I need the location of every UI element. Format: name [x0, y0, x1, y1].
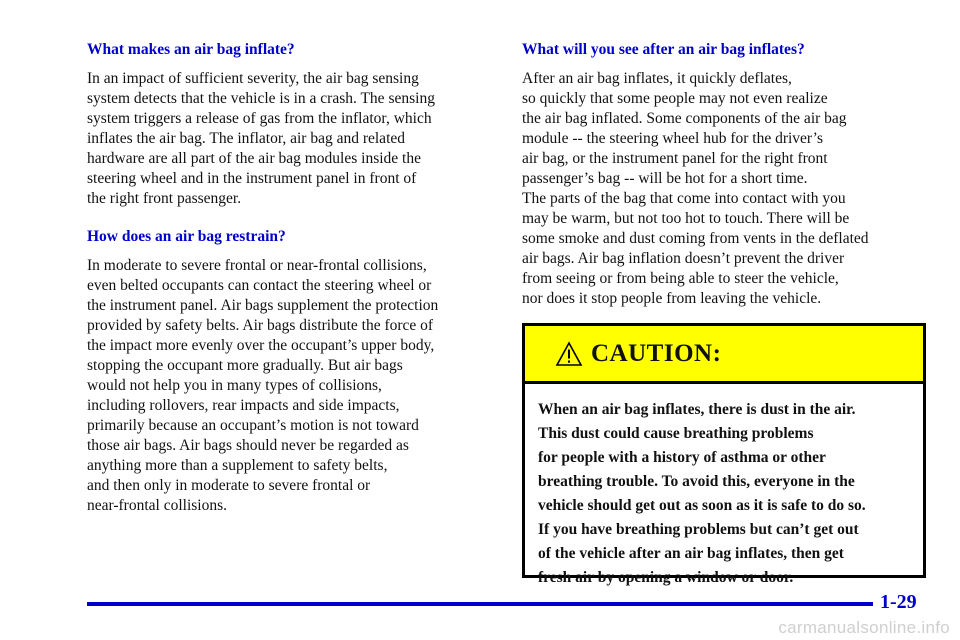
section-heading-after-inflation: What will you see after an air bag inflates?	[522, 41, 805, 58]
page-number: 1-29	[880, 591, 917, 613]
section-heading-restrain: How does an air bag restrain?	[87, 228, 286, 245]
warning-triangle-icon	[555, 341, 583, 367]
watermark: carmanualsonline.info	[778, 618, 950, 637]
caution-header	[525, 326, 923, 384]
paragraph-inflate: In an impact of sufficient severity, the air bag sensing system detects that the vehicle is in a crash. The sensing system triggers a release of gas from the inflator, which inflates the air bag. The inflator, air bag and related hardware are all part of the air bag modules inside the steering wheel and in the instrument panel in front of the right front passenger.	[87, 70, 435, 207]
right-column	[522, 40, 932, 327]
caution-text: When an air bag inflates, there is dust in the air. This dust could cause breathing problems for people with a history of asthma or other breathing trouble. To avoid this, everyone in the vehicle should get out as soon as it is safe to do so. If you have breathing problems but can’t get out of the vehicle after an air bag inflates, then get fresh air by opening a window or door.	[538, 401, 866, 586]
footer-rule	[87, 602, 873, 606]
caution-title: CAUTION:	[591, 339, 722, 367]
paragraph-restrain: In moderate to severe frontal or near-frontal collisions, even belted occupants can contact the steering wheel or the instrument panel. Air bags supplement the protection provided by safety belts. Air bags distribute the force of the impact more evenly over the occupant’s upper body, stopping the occupant more gradually. But air bags would not help you in many types of collisions, including rollovers, rear impacts and side impacts, primarily because an occupant’s motion is not toward those air bags. Air bags should never be regarded as anything more than a supplement to safety belts, and then only in moderate to severe frontal or near-frontal collisions.	[87, 257, 439, 514]
left-column	[87, 40, 495, 534]
paragraph-after-inflation: After an air bag inflates, it quickly deflates, so quickly that some people may not even realize the air bag inflated. Some components of the air bag module -- the steering wheel hub for the driver’s air bag, or the instrument panel for the right front passenger’s bag -- will be hot for a short time. The parts of the bag that come into contact with you may be warm, but not too hot to touch. There will be some smoke and dust coming from vents in the deflated air bags. Air bag inflation doesn’t prevent the driver from seeing or from being able to steer the vehicle, nor does it stop people from leaving the vehicle.	[522, 70, 869, 307]
caution-box	[522, 323, 926, 586]
section-heading-inflate: What makes an air bag inflate?	[87, 41, 295, 58]
